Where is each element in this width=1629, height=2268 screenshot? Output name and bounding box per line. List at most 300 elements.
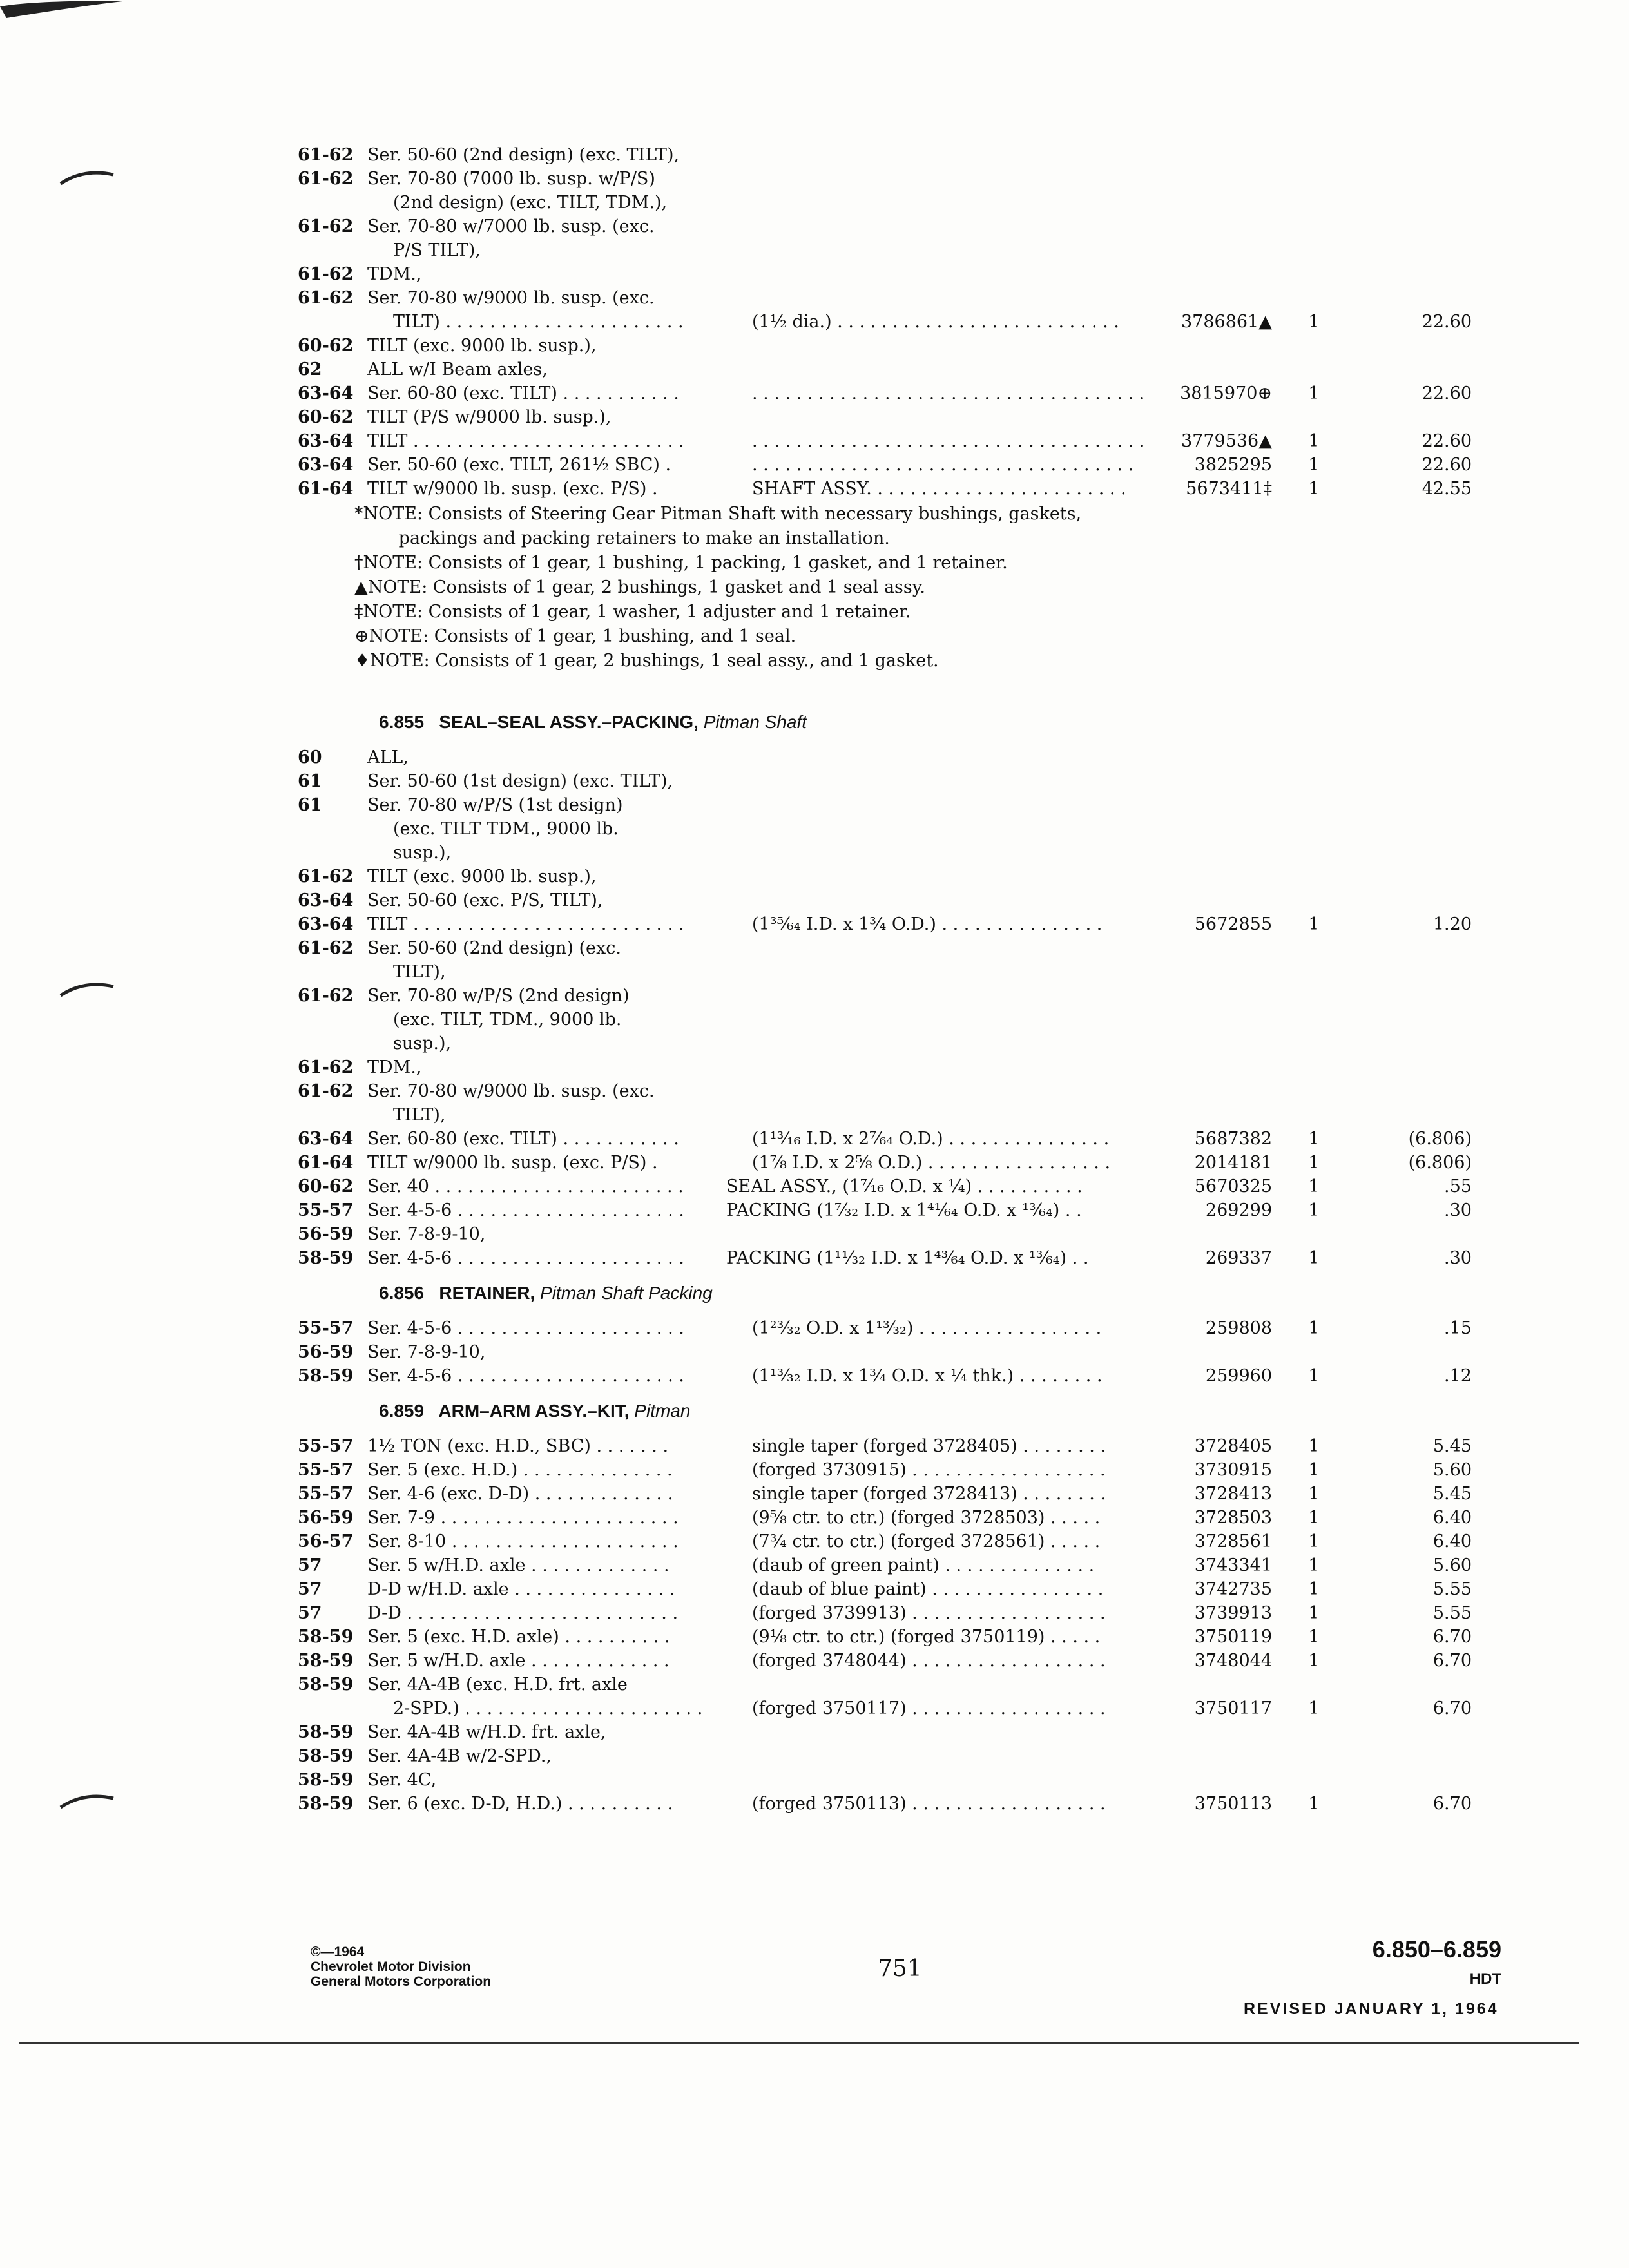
part-number: 3750117 <box>1194 1698 1272 1718</box>
model-year: 61-64 <box>298 479 354 499</box>
parts-row <box>298 1768 1522 1792</box>
notes-list <box>298 502 1522 673</box>
parts-row <box>298 1625 1522 1649</box>
note-text: ⊕NOTE: Consists of 1 gear, 1 bushing, and 1 seal. <box>354 626 796 646</box>
model-year: 63-64 <box>298 1129 354 1149</box>
model-year: 55-57 <box>298 1460 354 1480</box>
application: TILT (P/S w/9000 lb. susp.), <box>367 407 612 427</box>
parts-row <box>298 1720 1522 1744</box>
revision-date: REVISED JANUARY 1, 1964 <box>1244 2000 1499 2018</box>
application: Ser. 50-60 (1st design) (exc. TILT), <box>367 771 673 791</box>
list-price: 6.70 <box>1432 1651 1472 1671</box>
list-price: 6.70 <box>1432 1698 1472 1718</box>
list-price: 5.55 <box>1432 1579 1472 1599</box>
application: (2nd design) (exc. TILT, TDM.), <box>393 193 668 213</box>
list-price: 22.60 <box>1422 431 1472 451</box>
model-year: 56-59 <box>298 1342 354 1362</box>
application: 1½ TON (exc. H.D., SBC) . . . . . . . <box>367 1436 669 1456</box>
quantity: 1 <box>1308 1627 1320 1647</box>
list-price: 42.55 <box>1422 479 1472 499</box>
list-price: 5.45 <box>1432 1484 1472 1504</box>
description: single taper (forged 3728413) . . . . . . . . <box>752 1484 1106 1504</box>
application: TILT), <box>393 1105 446 1125</box>
model-year: 61-64 <box>298 1153 354 1173</box>
parts-row <box>298 1792 1522 1816</box>
parts-row <box>298 984 1522 1008</box>
parts-row <box>298 1198 1522 1222</box>
application: Ser. 4-6 (exc. D-D) . . . . . . . . . . . . . <box>367 1484 673 1504</box>
quantity: 1 <box>1308 1579 1320 1599</box>
application: TDM., <box>367 1057 422 1077</box>
part-number: 3750113 <box>1194 1794 1272 1814</box>
note <box>298 551 1522 575</box>
application: Ser. 4-5-6 . . . . . . . . . . . . . . . . . . . . . <box>367 1200 684 1220</box>
parts-row <box>298 453 1522 477</box>
parts-row <box>298 1175 1522 1198</box>
part-number: 3825295 <box>1194 455 1272 475</box>
description: . . . . . . . . . . . . . . . . . . . . . . . . . . . . . . . . . . . <box>752 455 1134 475</box>
part-number: 3786861▲ <box>1181 312 1272 332</box>
corporation-name: General Motors Corporation <box>311 1974 492 1989</box>
application: Ser. 8-10 . . . . . . . . . . . . . . . . . . . . . <box>367 1532 679 1552</box>
parts-row <box>298 745 1522 769</box>
description: (9⅛ ctr. to ctr.) (forged 3750119) . . . . . <box>752 1627 1101 1647</box>
model-year: 63-64 <box>298 914 354 934</box>
model-year: 58-59 <box>298 1794 354 1814</box>
application: D-D . . . . . . . . . . . . . . . . . . . . . . . . . <box>367 1603 679 1623</box>
section-title: RETAINER, <box>439 1283 535 1303</box>
division-name: Chevrolet Motor Division <box>311 1959 471 1974</box>
part-number: 3748044 <box>1194 1651 1272 1671</box>
quantity: 1 <box>1308 1532 1320 1552</box>
description: PACKING (1⁷⁄₃₂ I.D. x 1⁴¹⁄₆₄ O.D. x ¹³⁄₆₄) . . <box>726 1200 1082 1220</box>
application: Ser. 6 (exc. D-D, H.D.) . . . . . . . . . . <box>367 1794 673 1814</box>
parts-row <box>298 238 1522 262</box>
application: Ser. 4-5-6 . . . . . . . . . . . . . . . . . . . . . <box>367 1318 684 1338</box>
description: (1¹³⁄₃₂ I.D. x 1¾ O.D. x ¼ thk.) . . . . . . . . <box>752 1366 1103 1386</box>
note-text: *NOTE: Consists of Steering Gear Pitman Shaft with necessary bushings, gaskets, <box>354 504 1082 524</box>
parts-row <box>298 167 1522 191</box>
parts-row <box>298 793 1522 817</box>
parts-row <box>298 191 1522 215</box>
parts-row <box>298 936 1522 960</box>
parts-row <box>298 769 1522 793</box>
list-price: (6.806) <box>1408 1129 1472 1149</box>
application: ALL w/I Beam axles, <box>367 360 548 380</box>
model-year: 60-62 <box>298 336 354 356</box>
part-number: 5670325 <box>1194 1177 1272 1196</box>
section-number: 6.859 <box>379 1401 425 1421</box>
parts-row <box>298 477 1522 501</box>
parts-row <box>298 865 1522 889</box>
parts-row <box>298 286 1522 310</box>
parts-row <box>298 1744 1522 1768</box>
model-year: 61-62 <box>298 169 354 189</box>
model-year: 61-62 <box>298 216 354 236</box>
section-subtitle: Pitman Shaft <box>703 712 807 732</box>
note-text: †NOTE: Consists of 1 gear, 1 bushing, 1 packing, 1 gasket, and 1 retainer. <box>354 553 1008 573</box>
model-year: 61-62 <box>298 867 354 887</box>
application: TILT . . . . . . . . . . . . . . . . . . . . . . . . . <box>367 431 684 451</box>
section-subtitle: Pitman Shaft Packing <box>540 1283 713 1303</box>
part-number: 5687382 <box>1194 1129 1272 1149</box>
model-year: 60 <box>298 747 322 767</box>
application: Ser. 50-60 (exc. P/S, TILT), <box>367 890 603 910</box>
quantity: 1 <box>1308 1651 1320 1671</box>
list-price: 5.45 <box>1432 1436 1472 1456</box>
quantity: 1 <box>1308 431 1320 451</box>
list-price: .55 <box>1444 1177 1472 1196</box>
section-title: SEAL–SEAL ASSY.–PACKING, <box>439 712 699 732</box>
parts-row <box>298 841 1522 865</box>
application: Ser. 5 w/H.D. axle . . . . . . . . . . . . . <box>367 1555 670 1575</box>
description: (forged 3750113) . . . . . . . . . . . . . . . . . . <box>752 1794 1106 1814</box>
model-year: 58-59 <box>298 1675 354 1695</box>
parts-row <box>298 310 1522 334</box>
model-year: 61-62 <box>298 1057 354 1077</box>
retainer-parts-list <box>298 1316 1522 1388</box>
part-number: 5672855 <box>1194 914 1272 934</box>
model-year: 61-62 <box>298 264 354 284</box>
bottom-rule <box>19 2042 1579 2044</box>
application: Ser. 70-80 w/P/S (2nd design) <box>367 986 630 1006</box>
parts-row <box>298 1151 1522 1175</box>
part-number: 3739913 <box>1194 1603 1272 1623</box>
part-number: 3728405 <box>1194 1436 1272 1456</box>
parts-row <box>298 1458 1522 1482</box>
application: TILT w/9000 lb. susp. (exc. P/S) . <box>367 1153 658 1173</box>
description: single taper (forged 3728405) . . . . . . . . <box>752 1436 1106 1456</box>
parts-row <box>298 381 1522 405</box>
parts-row <box>298 1577 1522 1601</box>
model-year: 63-64 <box>298 890 354 910</box>
part-number: 3750119 <box>1194 1627 1272 1647</box>
part-number: 2014181 <box>1194 1153 1272 1173</box>
part-number: 3815970⊕ <box>1180 383 1272 403</box>
parts-row <box>298 405 1522 429</box>
model-year: 57 <box>298 1603 322 1623</box>
parts-row <box>298 1696 1522 1720</box>
quantity: 1 <box>1308 1129 1320 1149</box>
margin-mark-1 <box>58 164 116 190</box>
description: (1½ dia.) . . . . . . . . . . . . . . . . . . . . . . . . . . <box>752 312 1119 332</box>
model-year: 58-59 <box>298 1627 354 1647</box>
note <box>298 502 1522 526</box>
pitman-shaft-parts-list <box>298 143 1522 501</box>
application: 2-SPD.) . . . . . . . . . . . . . . . . . . . . . . <box>393 1698 703 1718</box>
list-price: 6.70 <box>1432 1794 1472 1814</box>
quantity: 1 <box>1308 1484 1320 1504</box>
parts-row <box>298 1246 1522 1270</box>
parts-row <box>298 1103 1522 1127</box>
note-text: ‡NOTE: Consists of 1 gear, 1 washer, 1 adjuster and 1 retainer. <box>354 602 911 622</box>
model-year: 55-57 <box>298 1200 354 1220</box>
description: (forged 3750117) . . . . . . . . . . . . . . . . . . <box>752 1698 1106 1718</box>
application: P/S TILT), <box>393 240 481 260</box>
list-price: 22.60 <box>1422 455 1472 475</box>
model-year: 58-59 <box>298 1366 354 1386</box>
application: D-D w/H.D. axle . . . . . . . . . . . . . . . <box>367 1579 675 1599</box>
list-price: 5.60 <box>1432 1460 1472 1480</box>
part-number: 3743341 <box>1194 1555 1272 1575</box>
description: (forged 3730915) . . . . . . . . . . . . . . . . . . <box>752 1460 1106 1480</box>
part-number: 3728413 <box>1194 1484 1272 1504</box>
note-text: packings and packing retainers to make an installation. <box>354 528 890 548</box>
quantity: 1 <box>1308 1794 1320 1814</box>
quantity: 1 <box>1308 479 1320 499</box>
parts-row <box>298 1482 1522 1506</box>
application: ALL, <box>367 747 409 767</box>
description: . . . . . . . . . . . . . . . . . . . . . . . . . . . . . . . . . . . . <box>752 431 1145 451</box>
parts-row <box>298 1553 1522 1577</box>
description: (daub of green paint) . . . . . . . . . . . . . . <box>752 1555 1095 1575</box>
list-price: 6.40 <box>1432 1508 1472 1528</box>
note <box>298 575 1522 600</box>
application: TILT), <box>393 962 446 982</box>
application: Ser. 40 . . . . . . . . . . . . . . . . . . . . . . . <box>367 1177 684 1196</box>
model-year: 58-59 <box>298 1746 354 1766</box>
quantity: 1 <box>1308 1153 1320 1173</box>
seal-parts-list <box>298 745 1522 1270</box>
margin-mark-2 <box>58 976 116 1002</box>
description: (1¹³⁄₁₆ I.D. x 2⁷⁄₆₄ O.D.) . . . . . . . . . . . . . . . <box>752 1129 1110 1149</box>
parts-row <box>298 1601 1522 1625</box>
parts-row <box>298 262 1522 286</box>
list-price: 6.40 <box>1432 1532 1472 1552</box>
application: Ser. 70-80 w/9000 lb. susp. (exc. <box>367 1081 655 1101</box>
application: Ser. 5 (exc. H.D. axle) . . . . . . . . . . <box>367 1627 670 1647</box>
parts-row <box>298 1673 1522 1696</box>
quantity: 1 <box>1308 1698 1320 1718</box>
parts-row <box>298 1222 1522 1246</box>
section-subtitle: Pitman <box>634 1401 691 1421</box>
model-year: 60-62 <box>298 407 354 427</box>
parts-row <box>298 1316 1522 1340</box>
parts-row <box>298 817 1522 841</box>
parts-row <box>298 960 1522 984</box>
application: susp.), <box>393 1033 452 1053</box>
parts-catalog-page <box>298 143 1522 1816</box>
parts-row <box>298 358 1522 381</box>
application: susp.), <box>393 843 452 863</box>
model-year: 61-62 <box>298 1081 354 1101</box>
list-price: 22.60 <box>1422 312 1472 332</box>
model-year: 58-59 <box>298 1722 354 1742</box>
quantity: 1 <box>1308 914 1320 934</box>
list-price: .15 <box>1444 1318 1472 1338</box>
list-price: 1.20 <box>1432 914 1472 934</box>
application: TILT (exc. 9000 lb. susp.), <box>367 336 597 356</box>
application: Ser. 70-80 w/7000 lb. susp. (exc. <box>367 216 655 236</box>
application: TILT . . . . . . . . . . . . . . . . . . . . . . . . . <box>367 914 684 934</box>
application: (exc. TILT, TDM., 9000 lb. <box>393 1010 622 1030</box>
model-year: 55-57 <box>298 1318 354 1338</box>
model-year: 62 <box>298 360 322 380</box>
parts-row <box>298 912 1522 936</box>
group-range: 6.850–6.859 <box>1372 1936 1501 1963</box>
list-price: (6.806) <box>1408 1153 1472 1173</box>
section-heading-6856 <box>298 1270 1522 1316</box>
margin-mark-3 <box>58 1788 116 1814</box>
model-year: 55-57 <box>298 1436 354 1456</box>
quantity: 1 <box>1308 1200 1320 1220</box>
part-number: 3730915 <box>1194 1460 1272 1480</box>
description: (1³⁵⁄₆₄ I.D. x 1¾ O.D.) . . . . . . . . . . . . . . . <box>752 914 1103 934</box>
note <box>298 624 1522 649</box>
description: (1⅞ I.D. x 2⅝ O.D.) . . . . . . . . . . . . . . . . . <box>752 1153 1111 1173</box>
parts-row <box>298 429 1522 453</box>
parts-row <box>298 1364 1522 1388</box>
model-year: 61-62 <box>298 145 354 165</box>
note <box>298 600 1522 624</box>
model-year: 55-57 <box>298 1484 354 1504</box>
list-price: 5.60 <box>1432 1555 1472 1575</box>
model-year: 57 <box>298 1579 322 1599</box>
parts-row <box>298 1032 1522 1055</box>
list-price: 6.70 <box>1432 1627 1472 1647</box>
description: (forged 3748044) . . . . . . . . . . . . . . . . . . <box>752 1651 1106 1671</box>
section-heading-6859 <box>298 1388 1522 1434</box>
model-year: 63-64 <box>298 455 354 475</box>
part-number: 269299 <box>1205 1200 1272 1220</box>
model-year: 56-59 <box>298 1508 354 1528</box>
model-year: 61-62 <box>298 288 354 308</box>
note <box>298 649 1522 673</box>
part-number: 259960 <box>1205 1366 1272 1386</box>
quantity: 1 <box>1308 1318 1320 1338</box>
application: Ser. 50-60 (exc. TILT, 261½ SBC) . <box>367 455 671 475</box>
model-year: 58-59 <box>298 1770 354 1790</box>
application: Ser. 60-80 (exc. TILT) . . . . . . . . . . . <box>367 1129 679 1149</box>
quantity: 1 <box>1308 1555 1320 1575</box>
application: TDM., <box>367 264 422 284</box>
quantity: 1 <box>1308 1460 1320 1480</box>
model-year: 61-62 <box>298 938 354 958</box>
model-year: 61-62 <box>298 986 354 1006</box>
section-title: ARM–ARM ASSY.–KIT, <box>438 1401 630 1421</box>
quantity: 1 <box>1308 1248 1320 1268</box>
quantity: 1 <box>1308 455 1320 475</box>
description: (daub of blue paint) . . . . . . . . . . . . . . . . <box>752 1579 1104 1599</box>
publisher-block <box>311 1945 491 1989</box>
parts-row <box>298 1340 1522 1364</box>
note <box>298 526 1522 551</box>
parts-row <box>298 1506 1522 1530</box>
parts-row <box>298 1649 1522 1673</box>
application: Ser. 4-5-6 . . . . . . . . . . . . . . . . . . . . . <box>367 1366 684 1386</box>
parts-row <box>298 1079 1522 1103</box>
page-number: 751 <box>878 1956 922 1982</box>
list-price: .30 <box>1444 1248 1472 1268</box>
description: . . . . . . . . . . . . . . . . . . . . . . . . . . . . . . . . . . . . <box>752 383 1145 403</box>
description: SEAL ASSY., (1⁷⁄₁₆ O.D. x ¼) . . . . . . . . . . <box>726 1177 1083 1196</box>
application: Ser. 7-9 . . . . . . . . . . . . . . . . . . . . . . <box>367 1508 679 1528</box>
application: Ser. 60-80 (exc. TILT) . . . . . . . . . . . <box>367 383 679 403</box>
part-number: 3742735 <box>1194 1579 1272 1599</box>
part-number: 269337 <box>1205 1248 1272 1268</box>
model-year: 63-64 <box>298 383 354 403</box>
model-year: 57 <box>298 1555 322 1575</box>
parts-row <box>298 334 1522 358</box>
quantity: 1 <box>1308 1366 1320 1386</box>
section-heading-6855 <box>298 699 1522 745</box>
application: Ser. 7-8-9-10, <box>367 1224 486 1244</box>
parts-row <box>298 1008 1522 1032</box>
application: Ser. 7-8-9-10, <box>367 1342 486 1362</box>
parts-row <box>298 1127 1522 1151</box>
model-year: 58-59 <box>298 1651 354 1671</box>
application: TILT w/9000 lb. susp. (exc. P/S) . <box>367 479 658 499</box>
model-year: 56-57 <box>298 1532 354 1552</box>
series-code: HDT <box>1469 1970 1501 1988</box>
application: Ser. 4-5-6 . . . . . . . . . . . . . . . . . . . . . <box>367 1248 684 1268</box>
application: Ser. 50-60 (2nd design) (exc. TILT), <box>367 145 680 165</box>
note-text: ♦NOTE: Consists of 1 gear, 2 bushings, 1 seal assy., and 1 gasket. <box>354 651 939 671</box>
quantity: 1 <box>1308 1177 1320 1196</box>
application: Ser. 70-80 (7000 lb. susp. w/P/S) <box>367 169 655 189</box>
quantity: 1 <box>1308 1603 1320 1623</box>
model-year: 63-64 <box>298 431 354 451</box>
application: TILT) . . . . . . . . . . . . . . . . . . . . . . <box>393 312 684 332</box>
parts-row <box>298 1530 1522 1553</box>
parts-row <box>298 215 1522 238</box>
application: (exc. TILT TDM., 9000 lb. <box>393 819 619 839</box>
list-price: .30 <box>1444 1200 1472 1220</box>
list-price: 22.60 <box>1422 383 1472 403</box>
parts-row <box>298 1055 1522 1079</box>
quantity: 1 <box>1308 1436 1320 1456</box>
scan-corner-mark <box>0 0 129 26</box>
list-price: 5.55 <box>1432 1603 1472 1623</box>
model-year: 56-59 <box>298 1224 354 1244</box>
parts-row <box>298 143 1522 167</box>
model-year: 58-59 <box>298 1248 354 1268</box>
description: (9⅝ ctr. to ctr.) (forged 3728503) . . . . . <box>752 1508 1101 1528</box>
parts-row <box>298 889 1522 912</box>
list-price: .12 <box>1444 1366 1472 1386</box>
description: PACKING (1¹¹⁄₃₂ I.D. x 1⁴³⁄₆₄ O.D. x ¹³⁄₆₄) . . <box>726 1248 1089 1268</box>
note-text: ▲NOTE: Consists of 1 gear, 2 bushings, 1 gasket and 1 seal assy. <box>354 577 926 597</box>
part-number: 5673411‡ <box>1186 479 1272 499</box>
application: Ser. 5 w/H.D. axle . . . . . . . . . . . . . <box>367 1651 670 1671</box>
part-number: 3779536▲ <box>1181 431 1272 451</box>
description: (forged 3739913) . . . . . . . . . . . . . . . . . . <box>752 1603 1106 1623</box>
application: Ser. 4A-4B (exc. H.D. frt. axle <box>367 1675 628 1695</box>
part-number: 3728503 <box>1194 1508 1272 1528</box>
quantity: 1 <box>1308 383 1320 403</box>
model-year: 60-62 <box>298 1177 354 1196</box>
application: Ser. 4A-4B w/2-SPD., <box>367 1746 552 1766</box>
application: Ser. 70-80 w/9000 lb. susp. (exc. <box>367 288 655 308</box>
application: Ser. 50-60 (2nd design) (exc. <box>367 938 621 958</box>
pitman-arm-parts-list <box>298 1434 1522 1816</box>
description: SHAFT ASSY. . . . . . . . . . . . . . . . . . . . . . . . <box>752 479 1126 499</box>
application: Ser. 4C, <box>367 1770 437 1790</box>
model-year: 61 <box>298 795 322 815</box>
section-number: 6.856 <box>379 1283 425 1303</box>
description: (1²³⁄₃₂ O.D. x 1¹³⁄₃₂) . . . . . . . . . . . . . . . . . <box>752 1318 1102 1338</box>
copyright: ©—1964 <box>311 1945 365 1959</box>
quantity: 1 <box>1308 1508 1320 1528</box>
application: Ser. 70-80 w/P/S (1st design) <box>367 795 623 815</box>
application: Ser. 4A-4B w/H.D. frt. axle, <box>367 1722 606 1742</box>
parts-row <box>298 1434 1522 1458</box>
description: (7¾ ctr. to ctr.) (forged 3728561) . . . . . <box>752 1532 1101 1552</box>
application: Ser. 5 (exc. H.D.) . . . . . . . . . . . . . . <box>367 1460 673 1480</box>
quantity: 1 <box>1308 312 1320 332</box>
model-year: 61 <box>298 771 322 791</box>
part-number: 259808 <box>1205 1318 1272 1338</box>
